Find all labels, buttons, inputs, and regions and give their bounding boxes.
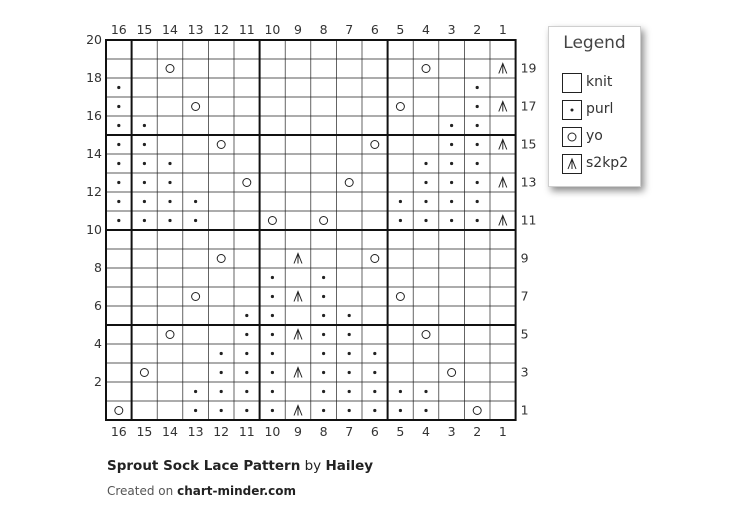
purl-stitch <box>271 314 274 317</box>
column-label-bottom: 8 <box>319 424 328 439</box>
row-label-left: 8 <box>94 260 102 275</box>
column-label-bottom: 3 <box>447 424 456 439</box>
column-label-bottom: 1 <box>498 424 507 439</box>
column-label-top: 11 <box>238 22 255 37</box>
purl-stitch <box>271 276 274 279</box>
author-name: Hailey <box>325 458 374 474</box>
row-label-right: 19 <box>520 60 537 76</box>
purl-stitch <box>348 390 351 393</box>
row-label-right: 5 <box>520 326 529 342</box>
purl-stitch <box>322 371 325 374</box>
purl-stitch <box>168 219 171 222</box>
purl-stitch <box>271 333 274 336</box>
purl-stitch <box>476 124 479 127</box>
column-label-top: 15 <box>136 22 153 37</box>
column-label-bottom: 7 <box>345 424 354 439</box>
by-text: by <box>304 458 322 474</box>
row-label-right: 1 <box>520 402 529 418</box>
row-label-left: 10 <box>86 222 102 237</box>
column-label-bottom: 5 <box>396 424 405 439</box>
purl-stitch <box>322 333 325 336</box>
legend-label-purl: purl <box>586 101 614 117</box>
purl-stitch <box>271 352 274 355</box>
column-label-top: 7 <box>345 22 354 37</box>
purl-stitch <box>168 162 171 165</box>
legend-title: Legend <box>563 33 626 53</box>
purl-stitch <box>348 333 351 336</box>
purl-stitch <box>117 162 120 165</box>
column-label-top: 4 <box>422 22 430 37</box>
purl-stitch <box>450 143 453 146</box>
purl-stitch <box>322 390 325 393</box>
purl-stitch <box>476 105 479 108</box>
purl-stitch <box>322 276 325 279</box>
purl-stitch <box>424 162 427 165</box>
purl-stitch <box>117 181 120 184</box>
column-label-bottom: 15 <box>136 424 153 439</box>
s2kp2-symbol-icon <box>562 154 582 174</box>
purl-stitch <box>450 200 453 203</box>
column-label-top: 10 <box>264 22 281 37</box>
column-label-top: 16 <box>110 22 127 37</box>
column-label-top: 2 <box>473 22 482 37</box>
purl-stitch <box>424 409 427 412</box>
purl-stitch <box>450 162 453 165</box>
purl-stitch <box>399 200 402 203</box>
purl-stitch <box>194 390 197 393</box>
purl-stitch <box>117 219 120 222</box>
purl-stitch <box>117 200 120 203</box>
row-label-right: 17 <box>520 98 537 114</box>
column-label-bottom: 12 <box>213 424 230 439</box>
row-label-left: 12 <box>86 184 102 199</box>
purl-stitch <box>271 390 274 393</box>
column-label-top: 9 <box>294 22 302 37</box>
purl-stitch <box>424 200 427 203</box>
row-label-left: 2 <box>94 374 102 389</box>
knit-symbol-icon <box>562 73 582 93</box>
row-label-left: 6 <box>94 298 102 313</box>
purl-stitch <box>476 200 479 203</box>
purl-stitch <box>271 295 274 298</box>
row-label-right: 9 <box>520 250 529 266</box>
column-label-top: 13 <box>187 22 204 37</box>
row-label-left: 4 <box>94 336 102 351</box>
purl-stitch <box>245 409 248 412</box>
legend-label-s2kp2: s2kp2 <box>586 155 629 171</box>
purl-stitch <box>450 181 453 184</box>
purl-stitch <box>424 181 427 184</box>
purl-symbol-icon <box>562 100 582 120</box>
purl-stitch <box>476 219 479 222</box>
legend-label-yo: yo <box>586 128 603 144</box>
purl-stitch <box>117 86 120 89</box>
purl-stitch <box>322 409 325 412</box>
purl-stitch <box>245 314 248 317</box>
purl-stitch <box>117 105 120 108</box>
purl-stitch <box>143 200 146 203</box>
column-label-bottom: 2 <box>473 424 482 439</box>
purl-stitch <box>476 181 479 184</box>
purl-stitch <box>348 352 351 355</box>
row-label-right: 3 <box>520 364 529 380</box>
legend-label-knit: knit <box>586 74 613 90</box>
purl-stitch <box>424 219 427 222</box>
purl-stitch <box>399 219 402 222</box>
column-label-bottom: 14 <box>162 424 178 439</box>
row-label-right: 15 <box>520 136 537 152</box>
pattern-name: Sprout Sock Lace Pattern <box>107 458 301 474</box>
purl-stitch <box>168 181 171 184</box>
row-label-left: 14 <box>86 146 102 161</box>
pattern-title-line <box>107 458 373 474</box>
purl-stitch <box>168 200 171 203</box>
purl-stitch <box>322 314 325 317</box>
row-label-left: 16 <box>86 108 102 123</box>
column-label-top: 14 <box>162 22 178 37</box>
purl-stitch <box>194 200 197 203</box>
column-label-bottom: 9 <box>294 424 302 439</box>
purl-stitch <box>373 352 376 355</box>
purl-stitch <box>322 295 325 298</box>
purl-stitch <box>194 219 197 222</box>
row-label-right: 11 <box>520 212 537 228</box>
column-label-top: 5 <box>396 22 405 37</box>
purl-stitch <box>476 86 479 89</box>
purl-stitch <box>143 124 146 127</box>
purl-stitch <box>399 409 402 412</box>
purl-stitch <box>348 314 351 317</box>
purl-stitch <box>194 409 197 412</box>
purl-stitch <box>117 124 120 127</box>
column-label-bottom: 10 <box>264 424 281 439</box>
purl-stitch <box>143 181 146 184</box>
column-label-top: 3 <box>447 22 456 37</box>
purl-stitch <box>450 219 453 222</box>
column-label-top: 12 <box>213 22 230 37</box>
purl-stitch <box>476 143 479 146</box>
created-on-line <box>107 484 296 498</box>
purl-stitch <box>271 371 274 374</box>
row-label-left: 18 <box>86 70 102 85</box>
purl-stitch <box>143 162 146 165</box>
site-link[interactable]: chart-minder.com <box>177 484 296 498</box>
column-label-bottom: 11 <box>238 424 255 439</box>
purl-stitch <box>271 409 274 412</box>
column-label-bottom: 13 <box>187 424 204 439</box>
purl-stitch <box>476 162 479 165</box>
row-label-right: 7 <box>520 288 529 304</box>
purl-stitch <box>424 390 427 393</box>
purl-stitch <box>322 352 325 355</box>
purl-stitch <box>220 371 223 374</box>
purl-stitch <box>348 409 351 412</box>
yo-symbol-icon <box>562 127 582 147</box>
purl-stitch <box>373 409 376 412</box>
purl-stitch <box>450 124 453 127</box>
purl-stitch <box>117 143 120 146</box>
row-label-left: 20 <box>86 32 102 47</box>
purl-stitch <box>220 352 223 355</box>
row-label-right: 13 <box>520 174 537 190</box>
purl-stitch <box>373 371 376 374</box>
column-label-top: 8 <box>319 22 328 37</box>
purl-stitch <box>245 352 248 355</box>
column-label-top: 1 <box>498 22 507 37</box>
purl-stitch <box>143 143 146 146</box>
purl-stitch <box>220 390 223 393</box>
legend-panel <box>548 26 641 187</box>
purl-stitch <box>399 390 402 393</box>
purl-stitch <box>245 371 248 374</box>
purl-stitch <box>220 409 223 412</box>
column-label-bottom: 16 <box>110 424 127 439</box>
purl-stitch <box>245 333 248 336</box>
column-label-top: 6 <box>370 22 379 37</box>
created-prefix: Created on <box>107 484 174 498</box>
purl-stitch <box>245 390 248 393</box>
column-label-bottom: 4 <box>422 424 430 439</box>
purl-stitch <box>373 390 376 393</box>
purl-stitch <box>348 371 351 374</box>
purl-stitch <box>143 219 146 222</box>
column-label-bottom: 6 <box>370 424 379 439</box>
